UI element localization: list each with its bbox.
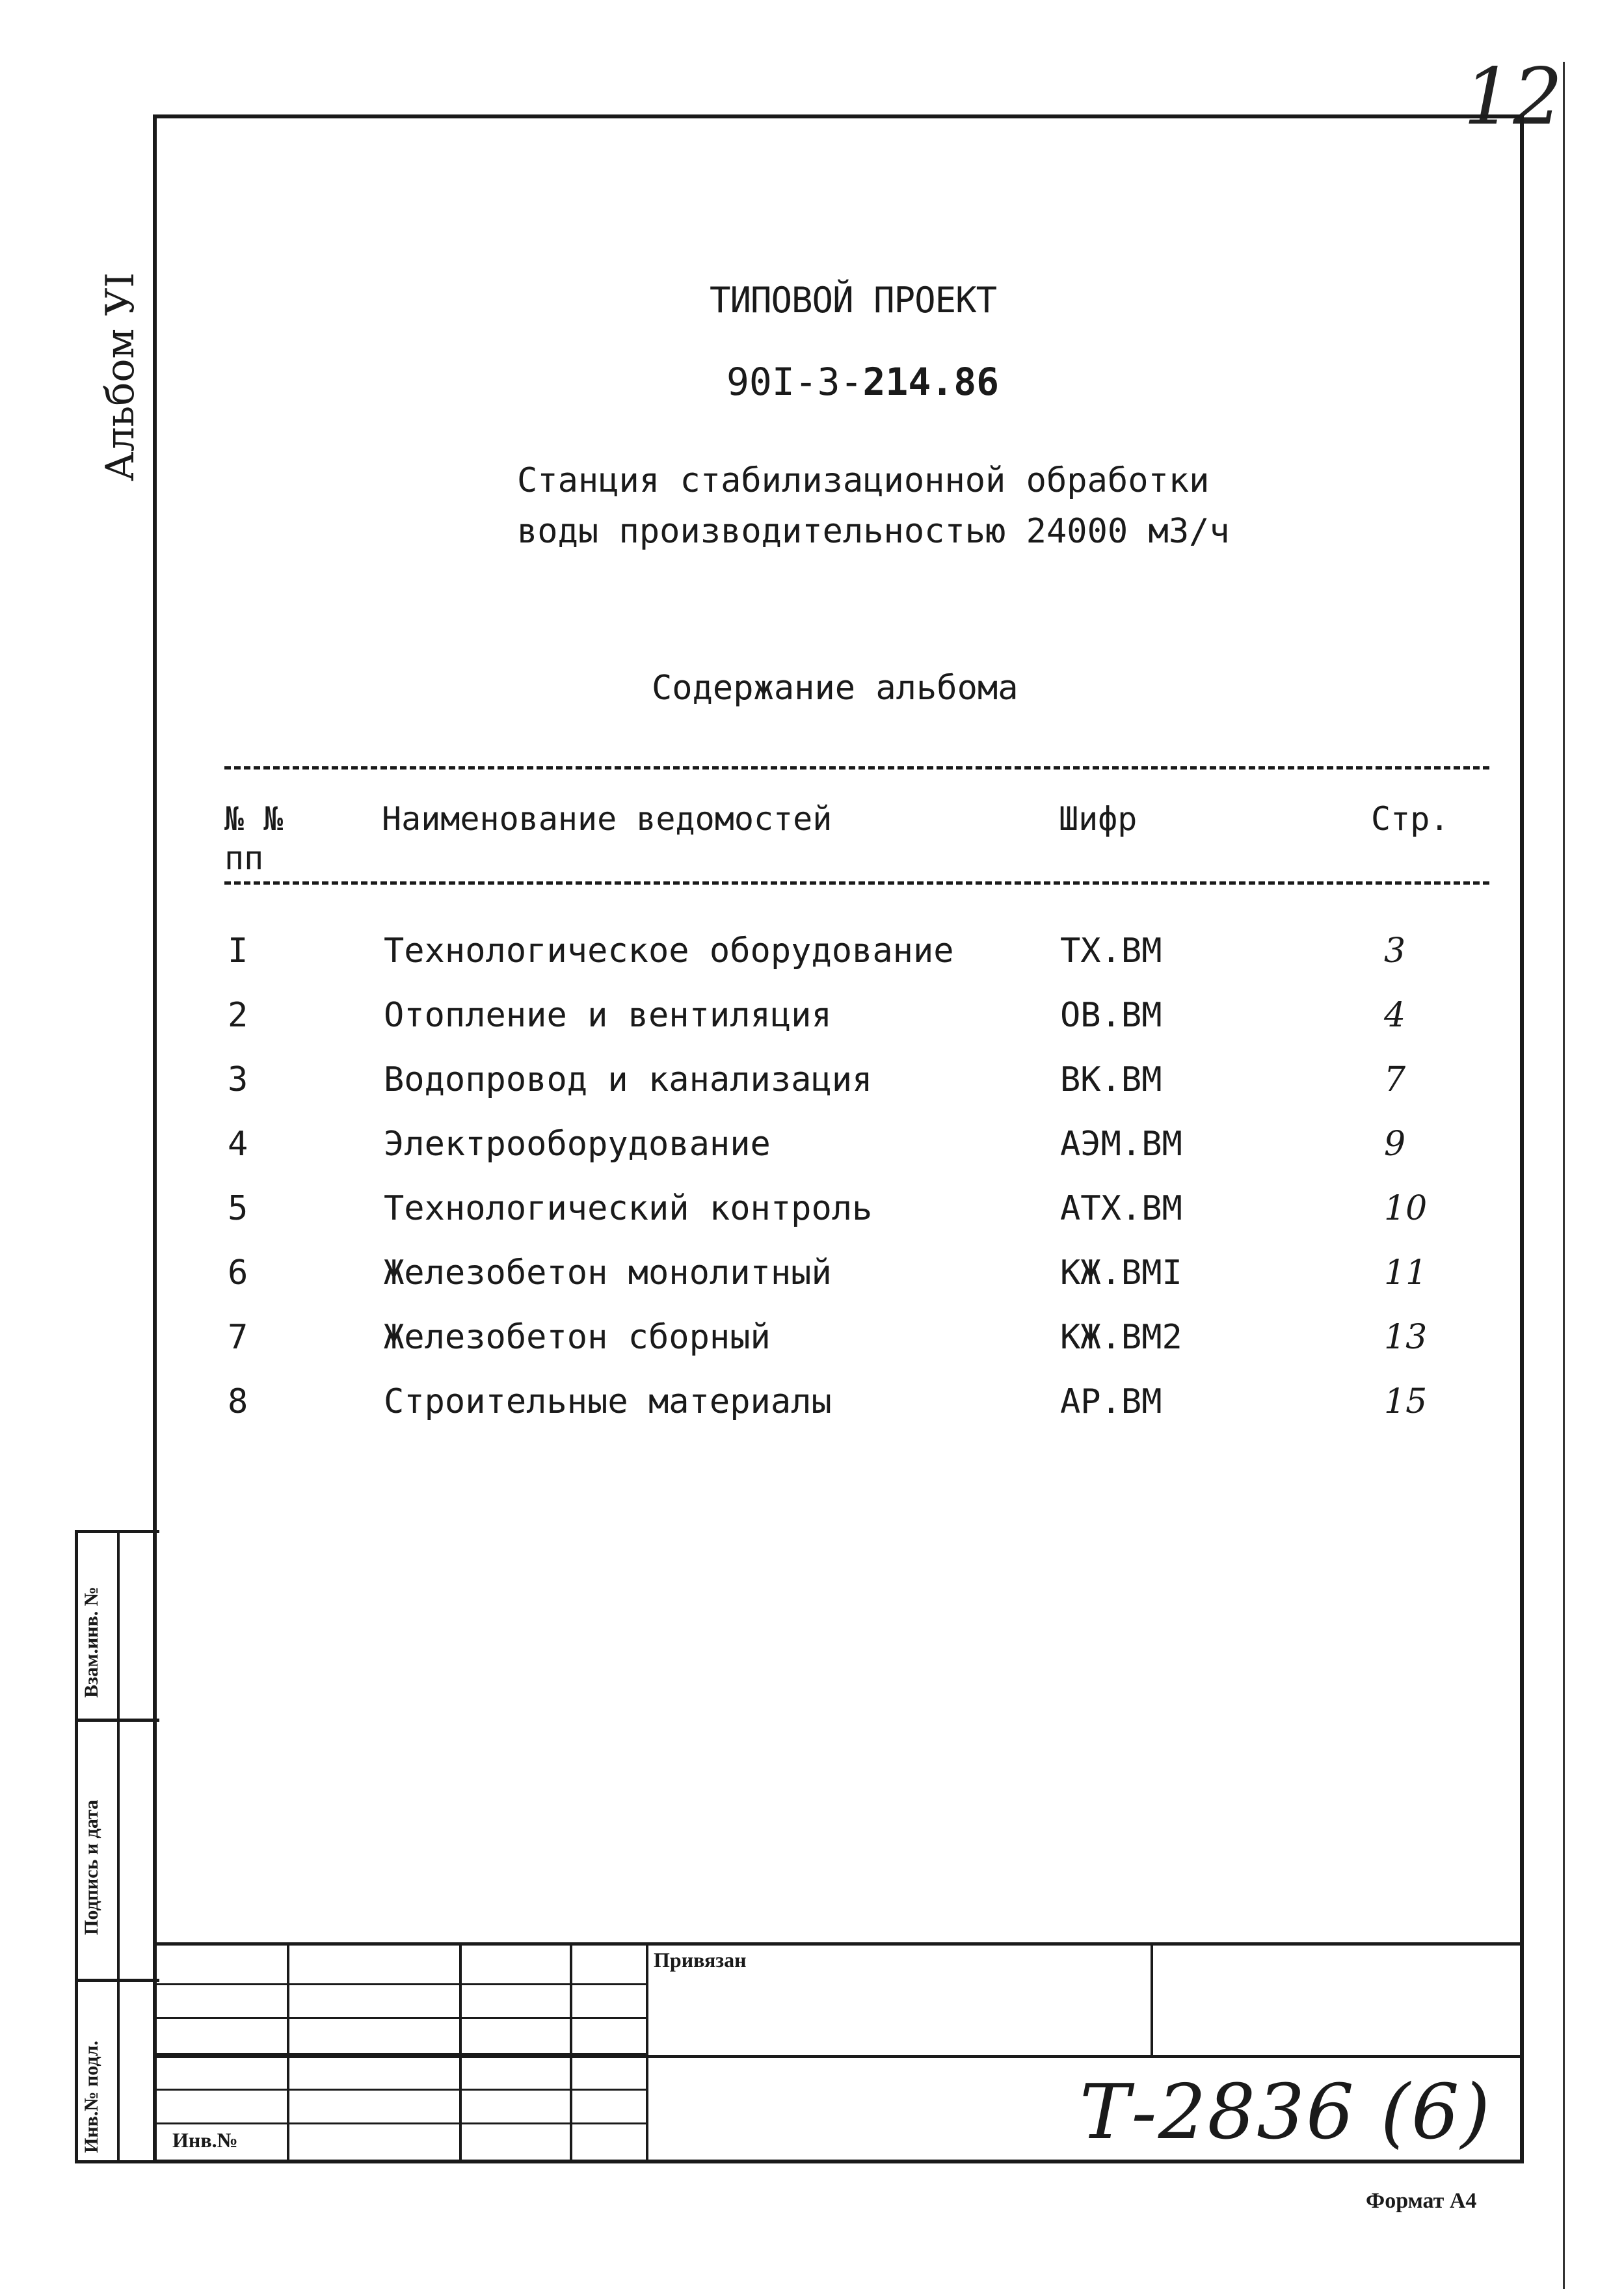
- format-label: Формат А4: [1366, 2189, 1477, 2213]
- table-row: [0, 931, 1624, 990]
- row-num: 7: [228, 1318, 248, 1357]
- row-name: Технологический контроль: [384, 1189, 873, 1228]
- side-stamp-podpis: Подпись и дата: [81, 1799, 102, 1935]
- title-block-hline: [157, 1983, 646, 1985]
- header-page: Стр.: [1371, 800, 1450, 838]
- side-stamp-inv-podl: Инв.№ подл.: [81, 2041, 102, 2153]
- table-row: [0, 1189, 1624, 1248]
- row-name: Электрооборудование: [384, 1125, 771, 1164]
- project-code-prefix: 90I-3-: [726, 360, 863, 404]
- row-code: ТХ.ВМ: [1060, 931, 1162, 970]
- row-name: Строительные материалы: [384, 1382, 832, 1421]
- title-block-vline: [1151, 1946, 1153, 2056]
- row-page: 11: [1384, 1253, 1428, 1292]
- row-page: 13: [1384, 1318, 1428, 1357]
- table-top-rule: [224, 766, 1489, 770]
- row-page: 4: [1384, 996, 1406, 1035]
- document-subtitle: [517, 455, 1230, 557]
- side-stamp-vzam: Взам.инв. №: [81, 1586, 102, 1698]
- title-block-vline: [646, 1946, 648, 2163]
- table-row: [0, 996, 1624, 1054]
- row-page: 15: [1384, 1382, 1428, 1421]
- row-code: АТХ.ВМ: [1060, 1189, 1182, 1228]
- title-block-hline: [157, 2089, 646, 2091]
- row-num: 2: [228, 996, 248, 1035]
- project-code: [726, 360, 999, 404]
- row-num: 4: [228, 1125, 248, 1164]
- row-page: 3: [1384, 931, 1406, 970]
- table-row: [0, 1382, 1624, 1441]
- subtitle-line-2: воды производительностью 24000 м3/ч: [517, 512, 1230, 551]
- row-name: Водопровод и канализация: [384, 1060, 873, 1099]
- album-label: Альбом УI: [98, 272, 143, 481]
- contents-title: Содержание альбома: [652, 669, 1018, 708]
- title-block-privyazan: Привязан: [654, 1948, 747, 1972]
- row-num: I: [228, 931, 248, 970]
- row-page: 7: [1384, 1060, 1406, 1099]
- row-name: Отопление и вентиляция: [384, 996, 832, 1035]
- table-row: [0, 1318, 1624, 1376]
- row-name: Железобетон монолитный: [384, 1253, 832, 1292]
- project-code-number: 214.86: [862, 360, 1000, 404]
- row-num: 3: [228, 1060, 248, 1099]
- row-code: АЭМ.ВМ: [1060, 1125, 1182, 1164]
- header-name: Наименование ведомостей: [382, 800, 832, 838]
- side-stamp-rule: [78, 1979, 159, 1982]
- header-num-sub: пп: [224, 839, 264, 877]
- title-block-inv-no: Инв.№: [172, 2128, 238, 2152]
- title-block-hline: [157, 2055, 1520, 2058]
- row-code: КЖ.ВМI: [1060, 1253, 1182, 1292]
- header-num: № №: [224, 800, 284, 838]
- table-header-rule: [224, 881, 1489, 885]
- document-title: ТИПОВОЙ ПРОЕКТ: [710, 280, 997, 321]
- subtitle-line-1: Станция стабилизационной обработки: [517, 461, 1210, 500]
- row-page: 10: [1384, 1189, 1428, 1228]
- row-num: 8: [228, 1382, 248, 1421]
- project-number: Т-2836 (6): [1080, 2068, 1491, 2156]
- row-num: 6: [228, 1253, 248, 1292]
- table-row: [0, 1060, 1624, 1119]
- table-row: [0, 1125, 1624, 1183]
- table-row: [0, 1253, 1624, 1312]
- row-code: АР.ВМ: [1060, 1382, 1162, 1421]
- row-name: Железобетон сборный: [384, 1318, 771, 1357]
- header-code: Шифр: [1059, 800, 1138, 838]
- side-stamp-divider: [117, 1533, 120, 2160]
- corner-page-number: 12: [1463, 52, 1563, 142]
- row-code: КЖ.ВМ2: [1060, 1318, 1182, 1357]
- row-code: ОВ.ВМ: [1060, 996, 1162, 1035]
- row-code: ВК.ВМ: [1060, 1060, 1162, 1099]
- row-num: 5: [228, 1189, 248, 1228]
- title-block-hline: [157, 2017, 646, 2019]
- row-page: 9: [1384, 1125, 1406, 1164]
- title-block-hline: [157, 2122, 646, 2124]
- side-stamp-rule: [78, 1719, 159, 1722]
- row-name: Технологическое оборудование: [384, 931, 954, 970]
